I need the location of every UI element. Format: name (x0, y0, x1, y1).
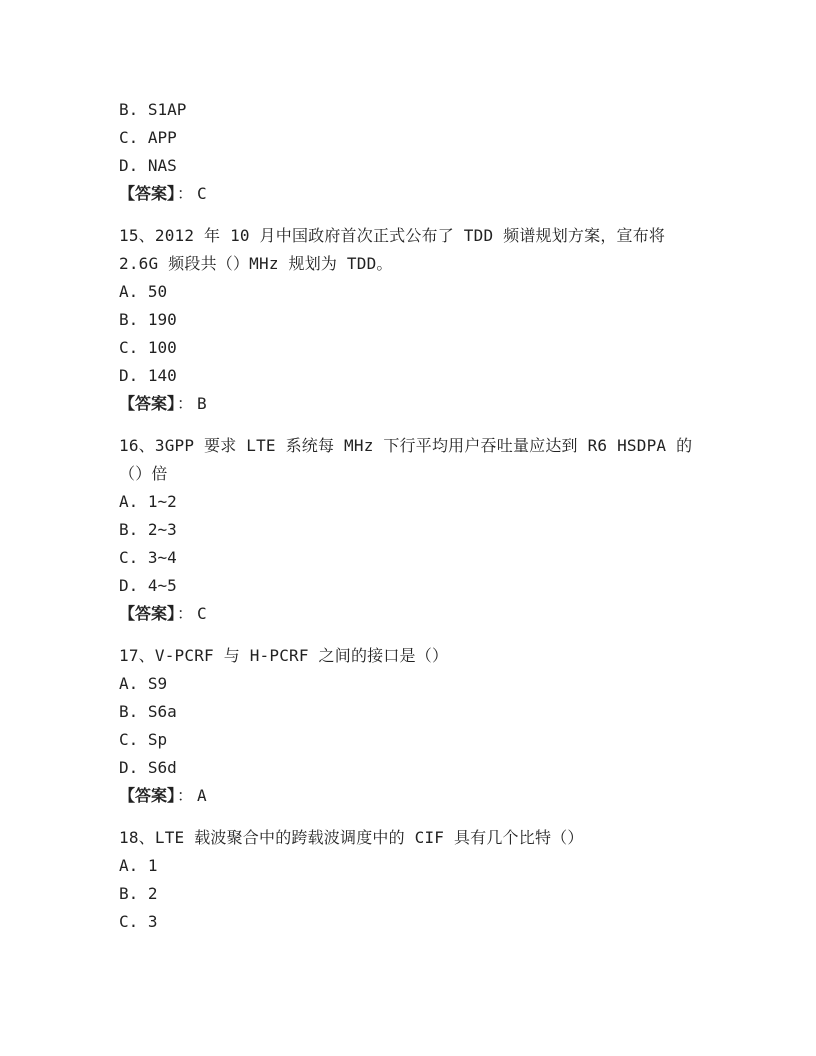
option-c (119, 726, 699, 754)
option-text: S9 (147, 674, 168, 693)
option-text: 4~5 (147, 576, 177, 595)
answer-value: C (197, 184, 207, 203)
answer-line (119, 782, 699, 810)
option-d (119, 362, 699, 390)
option-text: 50 (147, 282, 168, 301)
option-c (119, 544, 699, 572)
option-text: S1AP (147, 100, 187, 119)
answer-line (119, 600, 699, 628)
answer-label: 【答案】 (119, 786, 176, 805)
option-b (119, 96, 699, 124)
question-text: 16、3GPP 要求 LTE 系统每 MHz 下行平均用户吞吐量应达到 R6 HSDPA 的（）倍 (119, 436, 693, 483)
page-content (119, 96, 699, 936)
option-letter: C. (119, 730, 139, 749)
partial-question (119, 96, 699, 208)
option-b (119, 306, 699, 334)
question-text: 15、2012 年 10 月中国政府首次正式公布了 TDD 频谱规划方案，宣布将 2.6G 频段共（）MHz 规划为 TDD。 (119, 226, 666, 273)
option-letter: C. (119, 912, 139, 931)
option-a (119, 852, 699, 880)
answer-label: 【答案】 (119, 184, 176, 203)
answer-value: A (197, 786, 207, 805)
answer-separator: ： (177, 184, 194, 203)
option-letter: D. (119, 156, 139, 175)
question-text: 18、LTE 载波聚合中的跨载波调度中的 CIF 具有几个比特（） (119, 828, 584, 847)
option-c (119, 908, 699, 936)
option-letter: C. (119, 548, 139, 567)
option-c (119, 334, 699, 362)
option-text: 2~3 (147, 520, 177, 539)
option-letter: D. (119, 576, 139, 595)
question-17 (119, 642, 699, 810)
answer-line (119, 390, 699, 418)
option-letter: B. (119, 702, 139, 721)
option-letter: D. (119, 366, 139, 385)
option-letter: D. (119, 758, 139, 777)
option-text: APP (147, 128, 177, 147)
option-b (119, 698, 699, 726)
option-a (119, 278, 699, 306)
option-letter: B. (119, 884, 139, 903)
option-letter: A. (119, 492, 139, 511)
answer-separator: ： (177, 604, 194, 623)
option-text: S6a (147, 702, 177, 721)
option-text: 3 (147, 912, 158, 931)
answer-value: B (197, 394, 207, 413)
option-letter: A. (119, 674, 139, 693)
option-letter: C. (119, 338, 139, 357)
question-16 (119, 432, 699, 628)
option-a (119, 670, 699, 698)
answer-label: 【答案】 (119, 604, 176, 623)
option-text: 190 (147, 310, 177, 329)
answer-line (119, 180, 699, 208)
answer-label: 【答案】 (119, 394, 176, 413)
option-letter: B. (119, 100, 139, 119)
option-text: 2 (147, 884, 158, 903)
option-text: S6d (147, 758, 177, 777)
answer-separator: ： (177, 394, 194, 413)
option-letter: B. (119, 310, 139, 329)
option-letter: C. (119, 128, 139, 147)
option-text: 1~2 (147, 492, 177, 511)
option-letter: A. (119, 282, 139, 301)
option-text: 140 (147, 366, 177, 385)
option-b (119, 880, 699, 908)
option-c (119, 124, 699, 152)
question-18 (119, 824, 699, 936)
option-a (119, 488, 699, 516)
answer-value: C (197, 604, 207, 623)
option-d (119, 152, 699, 180)
option-d (119, 572, 699, 600)
option-text: NAS (147, 156, 177, 175)
option-text: Sp (147, 730, 168, 749)
option-text: 1 (147, 856, 158, 875)
question-15 (119, 222, 699, 418)
option-letter: B. (119, 520, 139, 539)
question-text: 17、V-PCRF 与 H-PCRF 之间的接口是（） (119, 646, 449, 665)
option-text: 3~4 (147, 548, 177, 567)
option-text: 100 (147, 338, 177, 357)
option-b (119, 516, 699, 544)
option-d (119, 754, 699, 782)
option-letter: A. (119, 856, 139, 875)
answer-separator: ： (177, 786, 194, 805)
